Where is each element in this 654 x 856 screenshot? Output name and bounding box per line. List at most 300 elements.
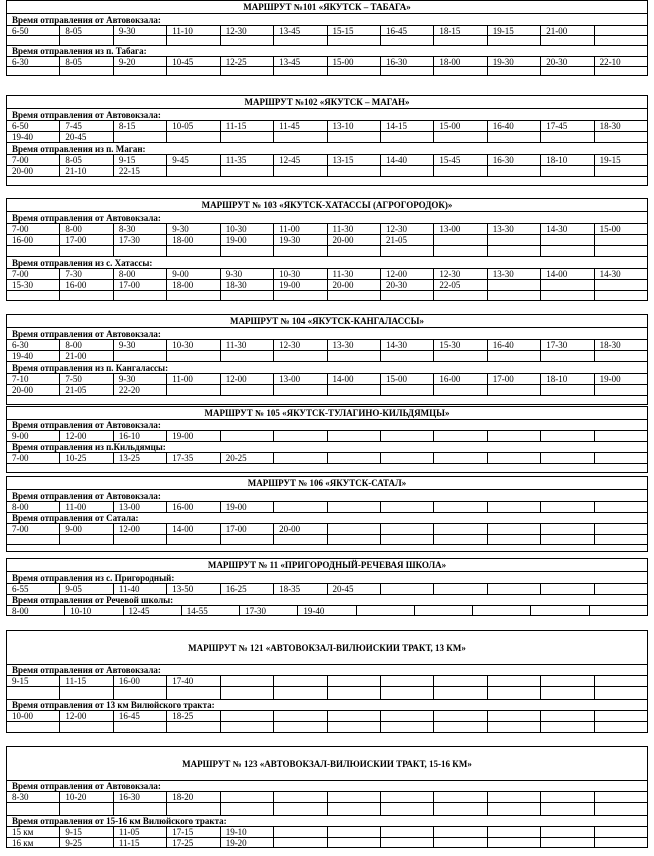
time-cell: 17-30 bbox=[113, 235, 166, 245]
time-cell: 11-05 bbox=[113, 827, 166, 837]
time-cell: 12-00 bbox=[59, 431, 112, 441]
time-cell bbox=[220, 676, 273, 686]
time-cell: 18-00 bbox=[166, 235, 219, 245]
time-cell: 12-00 bbox=[113, 524, 166, 534]
time-cell bbox=[166, 132, 219, 142]
departure-label: Время отправления от Автовокзала: bbox=[6, 419, 648, 430]
time-cell bbox=[166, 351, 219, 361]
departure-label: Время отправления от Автовокзала: bbox=[6, 489, 648, 501]
time-cell: 13-00 bbox=[113, 502, 166, 512]
time-cell bbox=[327, 36, 380, 45]
time-cell bbox=[327, 711, 380, 721]
time-cell: 16-00 bbox=[59, 280, 112, 290]
time-cell: 8-05 bbox=[59, 26, 112, 35]
time-cell bbox=[487, 67, 540, 75]
time-cell bbox=[380, 687, 433, 699]
time-cell: 18-10 bbox=[540, 155, 593, 165]
time-cell bbox=[433, 385, 486, 395]
time-row bbox=[6, 350, 648, 361]
spacer-row bbox=[6, 463, 648, 473]
time-cell bbox=[7, 803, 59, 815]
time-cell bbox=[594, 722, 647, 732]
time-cell: 11-10 bbox=[166, 26, 219, 35]
departure-label: Время отправления от 15-16 км Вилюйского тракта: bbox=[6, 815, 648, 826]
time-cell bbox=[414, 606, 472, 615]
spacer-row bbox=[6, 544, 648, 552]
time-cell bbox=[327, 687, 380, 699]
time-cell bbox=[273, 166, 326, 176]
time-cell bbox=[380, 385, 433, 395]
time-cell bbox=[327, 803, 380, 815]
time-cell bbox=[220, 792, 273, 802]
time-cell bbox=[59, 246, 112, 256]
time-cell: 7-00 bbox=[12, 524, 29, 534]
time-cell: 19-00 bbox=[220, 502, 273, 512]
time-cell bbox=[166, 687, 219, 699]
time-cell bbox=[487, 385, 540, 395]
time-cell: 14-00 bbox=[327, 374, 380, 384]
time-cell: 12-00 bbox=[59, 711, 112, 721]
time-cell bbox=[433, 67, 486, 75]
time-cell: 16-45 bbox=[380, 26, 433, 35]
time-cell: 16-40 bbox=[487, 121, 540, 131]
time-cell bbox=[594, 385, 647, 395]
departure-label: Время отправления от Автовокзала: bbox=[6, 108, 648, 120]
time-cell bbox=[594, 502, 647, 512]
time-cell bbox=[327, 246, 380, 256]
time-cell: 13-30 bbox=[487, 269, 540, 279]
time-cell: 14-15 bbox=[380, 121, 433, 131]
time-cell: 19-15 bbox=[487, 26, 540, 35]
time-cell: 21-05 bbox=[59, 385, 112, 395]
departure-label: Время отправления от Речевой школы: bbox=[6, 594, 648, 605]
time-cell: 9-15 bbox=[113, 155, 166, 165]
time-cell bbox=[113, 722, 166, 732]
route-title: МАРШРУТ № 11 «ПРИГОРОДНЫЙ-РЕЧЕВАЯ ШКОЛА» bbox=[6, 558, 648, 571]
time-cell: 9-30 bbox=[113, 26, 166, 35]
time-cell: 11-30 bbox=[220, 340, 273, 350]
time-cell: 8-30 bbox=[113, 224, 166, 234]
time-cell: 9-30 bbox=[220, 269, 273, 279]
time-cell bbox=[273, 291, 326, 300]
time-cell bbox=[540, 792, 593, 802]
time-cell: 12-30 bbox=[273, 340, 326, 350]
time-cell bbox=[540, 351, 593, 361]
time-cell: 20-00 bbox=[12, 385, 33, 395]
time-row bbox=[6, 452, 648, 463]
time-cell bbox=[380, 351, 433, 361]
time-cell: 20-30 bbox=[380, 280, 433, 290]
time-cell bbox=[594, 235, 647, 245]
time-cell bbox=[327, 132, 380, 142]
time-cell: 16-25 bbox=[220, 584, 273, 594]
departure-label: Время отправления из п. Кангалассы: bbox=[6, 361, 648, 373]
time-cell: 16-45 bbox=[113, 711, 166, 721]
time-cell bbox=[540, 431, 593, 441]
time-row bbox=[6, 66, 648, 76]
time-cell bbox=[487, 246, 540, 256]
time-cell: 15-30 bbox=[12, 280, 33, 290]
departure-label: Время отправления от Автовокзала: bbox=[6, 664, 648, 675]
time-cell bbox=[59, 535, 112, 544]
time-cell: 17-00 bbox=[487, 374, 540, 384]
time-cell bbox=[433, 584, 486, 594]
time-cell: 9-05 bbox=[59, 584, 112, 594]
time-cell: 9-25 bbox=[59, 838, 112, 847]
time-cell bbox=[472, 606, 530, 615]
time-cell: 17-25 bbox=[166, 838, 219, 847]
time-cell: 14-00 bbox=[166, 524, 219, 534]
time-cell: 17-00 bbox=[59, 235, 112, 245]
time-cell bbox=[380, 132, 433, 142]
time-cell bbox=[540, 535, 593, 544]
time-row bbox=[6, 384, 648, 395]
time-cell: 17-00 bbox=[113, 280, 166, 290]
time-cell bbox=[327, 827, 380, 837]
time-cell: 12-45 bbox=[273, 155, 326, 165]
time-cell bbox=[380, 291, 433, 300]
time-row bbox=[6, 826, 648, 837]
route-title: МАРШРУТ №102 «ЯКУТСК – МАГАН» bbox=[6, 95, 648, 108]
time-cell bbox=[327, 535, 380, 544]
time-cell bbox=[433, 711, 486, 721]
time-cell: 13-30 bbox=[327, 340, 380, 350]
time-cell bbox=[540, 132, 593, 142]
time-cell: 17-30 bbox=[540, 340, 593, 350]
time-cell bbox=[113, 67, 166, 75]
time-cell bbox=[273, 687, 326, 699]
time-cell: 16-00 bbox=[166, 502, 219, 512]
time-row bbox=[6, 710, 648, 721]
time-cell: 12-30 bbox=[433, 269, 486, 279]
time-cell: 19-00 bbox=[166, 431, 219, 441]
time-cell: 19-20 bbox=[220, 838, 273, 847]
time-cell: 15-15 bbox=[327, 26, 380, 35]
time-row bbox=[6, 802, 648, 815]
time-cell: 7-50 bbox=[59, 374, 112, 384]
time-cell: 17-15 bbox=[166, 827, 219, 837]
time-row bbox=[6, 290, 648, 301]
time-cell bbox=[273, 351, 326, 361]
time-cell bbox=[7, 722, 59, 732]
time-cell: 10-05 bbox=[166, 121, 219, 131]
time-cell: 7-00 bbox=[12, 224, 29, 234]
time-cell bbox=[540, 166, 593, 176]
time-cell: 10-20 bbox=[59, 792, 112, 802]
time-cell bbox=[594, 803, 647, 815]
time-cell bbox=[220, 385, 273, 395]
time-cell: 15-00 bbox=[380, 374, 433, 384]
time-cell: 18-30 bbox=[220, 280, 273, 290]
time-cell: 19-30 bbox=[487, 57, 540, 66]
time-cell bbox=[113, 132, 166, 142]
time-cell: 19-15 bbox=[594, 155, 647, 165]
time-cell bbox=[380, 535, 433, 544]
departure-label: Время отправления от Автовокзала: bbox=[6, 327, 648, 339]
time-cell: 15-00 bbox=[433, 121, 486, 131]
time-cell bbox=[487, 676, 540, 686]
time-cell bbox=[433, 827, 486, 837]
time-cell bbox=[273, 453, 326, 463]
time-cell: 14-30 bbox=[594, 269, 647, 279]
time-cell bbox=[594, 711, 647, 721]
time-cell: 9-00 bbox=[59, 524, 112, 534]
time-cell bbox=[487, 803, 540, 815]
time-cell: 16-40 bbox=[487, 340, 540, 350]
time-cell bbox=[273, 385, 326, 395]
departure-label: Время отправления от 13 км Вилюйского тракта: bbox=[6, 699, 648, 710]
time-cell bbox=[594, 838, 647, 847]
time-cell bbox=[380, 584, 433, 594]
time-cell: 20-45 bbox=[327, 584, 380, 594]
time-cell: 16-30 bbox=[380, 57, 433, 66]
time-cell bbox=[540, 36, 593, 45]
time-row bbox=[6, 223, 648, 234]
time-cell bbox=[380, 36, 433, 45]
time-cell bbox=[540, 584, 593, 594]
departure-label: Время отправления из с. Хатассы: bbox=[6, 256, 648, 268]
time-cell bbox=[380, 676, 433, 686]
time-cell bbox=[433, 722, 486, 732]
time-cell: 9-20 bbox=[113, 57, 166, 66]
time-cell bbox=[487, 431, 540, 441]
departure-label: Время отправления от Автовокзала: bbox=[6, 211, 648, 223]
time-cell bbox=[113, 535, 166, 544]
time-cell bbox=[220, 67, 273, 75]
time-cell bbox=[7, 67, 59, 75]
time-cell: 21-05 bbox=[380, 235, 433, 245]
time-cell bbox=[273, 792, 326, 802]
time-cell bbox=[166, 385, 219, 395]
route-title: МАРШРУТ № 123 «АВТОВОКЗАЛ-ВИЛЮИСКИИ ТРАКТ, 15-16 КМ» bbox=[6, 746, 648, 780]
time-cell: 8-00 bbox=[59, 224, 112, 234]
time-cell: 11-45 bbox=[273, 121, 326, 131]
time-row bbox=[6, 675, 648, 686]
time-cell bbox=[540, 246, 593, 256]
time-cell bbox=[540, 838, 593, 847]
time-cell: 11-15 bbox=[59, 676, 112, 686]
time-cell bbox=[540, 67, 593, 75]
time-cell bbox=[594, 431, 647, 441]
time-cell: 15-30 bbox=[433, 340, 486, 350]
time-cell: 7-00 bbox=[12, 155, 29, 165]
time-cell bbox=[540, 385, 593, 395]
time-cell: 16-00 bbox=[12, 235, 33, 245]
time-cell bbox=[380, 67, 433, 75]
time-cell: 6-50 bbox=[12, 121, 29, 131]
time-cell: 19-00 bbox=[220, 235, 273, 245]
time-cell bbox=[7, 36, 59, 45]
time-cell: 19-00 bbox=[273, 280, 326, 290]
time-cell: 15-00 bbox=[327, 57, 380, 66]
time-cell: 13-50 bbox=[166, 584, 219, 594]
time-cell bbox=[594, 453, 647, 463]
departure-label: Время отправления из с. Пригородный: bbox=[6, 571, 648, 583]
departure-label: Время отправления от Автовокзала: bbox=[6, 780, 648, 791]
time-cell: 20-30 bbox=[540, 57, 593, 66]
time-row bbox=[6, 165, 648, 176]
time-cell: 9-30 bbox=[113, 340, 166, 350]
time-cell bbox=[433, 502, 486, 512]
time-cell bbox=[380, 838, 433, 847]
time-row bbox=[6, 268, 648, 279]
time-cell bbox=[487, 687, 540, 699]
time-cell bbox=[113, 291, 166, 300]
time-cell: 13-45 bbox=[273, 57, 326, 66]
time-cell: 17-40 bbox=[166, 676, 219, 686]
time-cell bbox=[273, 246, 326, 256]
time-cell bbox=[273, 803, 326, 815]
time-cell bbox=[273, 36, 326, 45]
time-cell bbox=[380, 166, 433, 176]
time-cell bbox=[220, 246, 273, 256]
time-cell bbox=[540, 687, 593, 699]
time-cell: 12-45 bbox=[123, 606, 181, 615]
time-cell bbox=[327, 502, 380, 512]
time-cell bbox=[327, 722, 380, 732]
time-cell: 6-50 bbox=[12, 26, 29, 35]
time-cell: 21-00 bbox=[59, 351, 112, 361]
time-cell: 11-00 bbox=[166, 374, 219, 384]
time-cell bbox=[273, 676, 326, 686]
departure-label: Время отправления из п.Кильдямцы: bbox=[6, 441, 648, 452]
time-cell bbox=[273, 502, 326, 512]
time-row bbox=[6, 131, 648, 142]
time-cell: 13-45 bbox=[273, 26, 326, 35]
time-cell bbox=[273, 838, 326, 847]
time-cell bbox=[59, 722, 112, 732]
time-cell bbox=[594, 524, 647, 534]
time-cell bbox=[166, 803, 219, 815]
time-row bbox=[6, 837, 648, 848]
time-cell bbox=[540, 235, 593, 245]
time-cell bbox=[113, 803, 166, 815]
time-cell bbox=[540, 291, 593, 300]
time-cell bbox=[487, 827, 540, 837]
time-cell bbox=[594, 535, 647, 544]
time-cell bbox=[327, 166, 380, 176]
time-cell bbox=[59, 67, 112, 75]
time-cell bbox=[594, 166, 647, 176]
time-cell: 8-00 bbox=[113, 269, 166, 279]
time-cell: 13-00 bbox=[273, 374, 326, 384]
time-cell bbox=[487, 722, 540, 732]
time-row bbox=[6, 56, 648, 66]
time-cell bbox=[433, 792, 486, 802]
departure-label: Время отправления от Сатала: bbox=[6, 512, 648, 523]
time-cell bbox=[487, 453, 540, 463]
time-cell bbox=[380, 827, 433, 837]
time-cell: 8-05 bbox=[59, 57, 112, 66]
time-cell bbox=[594, 67, 647, 75]
time-cell bbox=[59, 36, 112, 45]
time-cell: 7-00 bbox=[12, 269, 29, 279]
time-cell: 21-00 bbox=[540, 26, 593, 35]
time-cell bbox=[7, 687, 59, 699]
time-cell bbox=[166, 166, 219, 176]
time-cell bbox=[380, 792, 433, 802]
time-cell bbox=[273, 67, 326, 75]
time-cell bbox=[166, 67, 219, 75]
time-row bbox=[6, 583, 648, 594]
time-cell: 16-00 bbox=[113, 676, 166, 686]
time-cell bbox=[433, 291, 486, 300]
time-cell: 6-30 bbox=[12, 340, 29, 350]
time-cell bbox=[327, 676, 380, 686]
time-cell: 14-55 bbox=[181, 606, 239, 615]
time-cell: 9-15 bbox=[12, 676, 29, 686]
departure-label: Время отправления от Автовокзала: bbox=[6, 13, 648, 25]
time-cell bbox=[220, 535, 273, 544]
time-cell bbox=[433, 132, 486, 142]
time-cell: 18-30 bbox=[594, 121, 647, 131]
time-cell: 8-30 bbox=[12, 792, 29, 802]
time-cell: 11-40 bbox=[113, 584, 166, 594]
spacer-row bbox=[6, 395, 648, 405]
time-cell: 11-30 bbox=[327, 269, 380, 279]
time-cell bbox=[166, 291, 219, 300]
time-cell: 16 км bbox=[12, 838, 34, 847]
time-cell bbox=[487, 351, 540, 361]
time-cell bbox=[273, 535, 326, 544]
time-cell bbox=[273, 132, 326, 142]
time-cell bbox=[327, 291, 380, 300]
time-cell bbox=[594, 246, 647, 256]
time-cell bbox=[594, 584, 647, 594]
time-cell bbox=[487, 524, 540, 534]
time-cell bbox=[540, 280, 593, 290]
time-cell bbox=[540, 722, 593, 732]
time-cell bbox=[380, 711, 433, 721]
route-title: МАРШРУТ №101 «ЯКУТСК – ТАБАГА» bbox=[6, 0, 648, 13]
time-cell bbox=[380, 722, 433, 732]
time-cell bbox=[327, 351, 380, 361]
time-cell: 16-30 bbox=[113, 792, 166, 802]
time-cell bbox=[273, 711, 326, 721]
time-cell: 19-40 bbox=[12, 132, 33, 142]
time-cell bbox=[59, 291, 112, 300]
time-cell: 17-30 bbox=[239, 606, 297, 615]
time-cell: 8-00 bbox=[12, 502, 29, 512]
time-cell bbox=[433, 351, 486, 361]
time-cell: 19-30 bbox=[273, 235, 326, 245]
time-cell bbox=[487, 711, 540, 721]
time-cell bbox=[487, 166, 540, 176]
time-cell: 10-25 bbox=[59, 453, 112, 463]
time-cell bbox=[380, 431, 433, 441]
time-cell bbox=[327, 385, 380, 395]
time-cell bbox=[433, 524, 486, 534]
time-cell: 13-15 bbox=[327, 155, 380, 165]
time-cell bbox=[433, 687, 486, 699]
time-row bbox=[6, 154, 648, 165]
time-cell: 20-00 bbox=[327, 280, 380, 290]
time-cell bbox=[530, 606, 588, 615]
time-cell bbox=[594, 291, 647, 300]
time-cell: 12-00 bbox=[220, 374, 273, 384]
time-cell bbox=[433, 535, 486, 544]
time-cell bbox=[220, 132, 273, 142]
time-cell: 19-40 bbox=[12, 351, 33, 361]
time-cell: 16-00 bbox=[433, 374, 486, 384]
time-cell bbox=[594, 792, 647, 802]
time-cell: 9-00 bbox=[12, 431, 29, 441]
time-cell bbox=[59, 803, 112, 815]
time-cell: 11-00 bbox=[59, 502, 112, 512]
time-cell bbox=[540, 502, 593, 512]
time-cell bbox=[540, 803, 593, 815]
time-cell bbox=[327, 792, 380, 802]
